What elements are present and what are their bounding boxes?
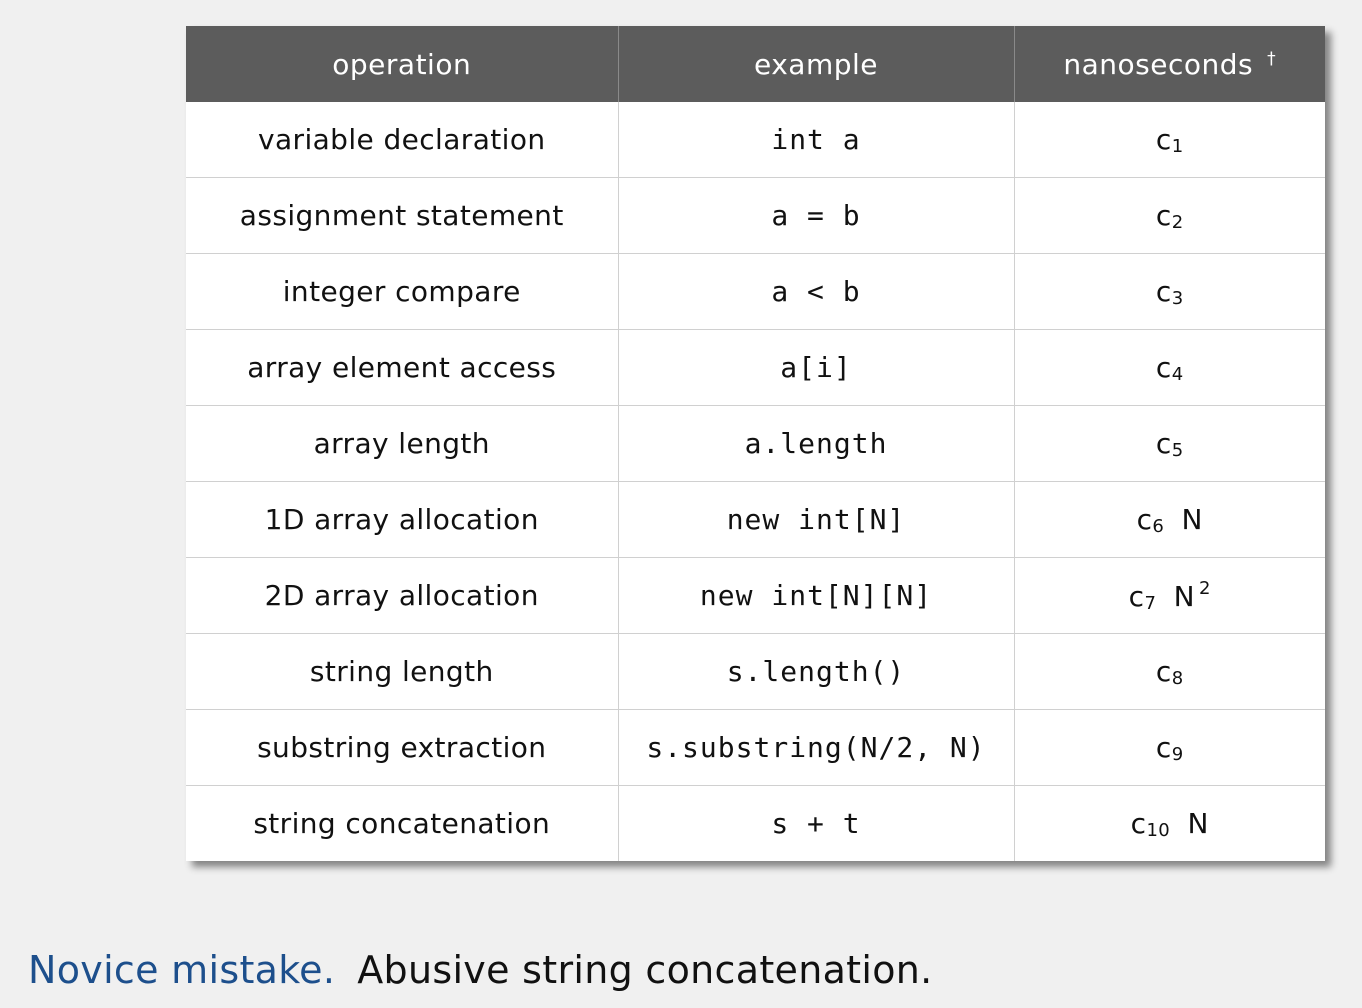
table-body <box>186 102 1325 861</box>
cell-nanoseconds <box>1014 634 1325 710</box>
cell-nanoseconds <box>1014 102 1325 178</box>
table-row <box>186 558 1325 634</box>
cell-operation: string length <box>186 634 618 710</box>
cell-nanoseconds <box>1014 710 1325 786</box>
cost-constant-index: 9 <box>1171 743 1184 765</box>
header-nanoseconds <box>1014 26 1325 102</box>
table-row <box>186 634 1325 710</box>
cost-constant-index: 10 <box>1146 819 1171 841</box>
cell-example: new int[N] <box>618 482 1014 558</box>
cost-constant-index: 6 <box>1152 515 1165 537</box>
cell-example: s.length() <box>618 634 1014 710</box>
table-row <box>186 482 1325 558</box>
cost-n: N <box>1181 502 1203 536</box>
footnote-dagger: † <box>1267 48 1277 69</box>
cost-constant: c <box>1130 806 1147 840</box>
cost-constant: c <box>1155 274 1172 308</box>
cost-constant-index: 1 <box>1171 135 1184 157</box>
cell-example: new int[N][N] <box>618 558 1014 634</box>
table-row <box>186 254 1325 330</box>
cell-nanoseconds <box>1014 558 1325 634</box>
cell-operation: 2D array allocation <box>186 558 618 634</box>
cost-constant: c <box>1155 198 1172 232</box>
cost-constant: c <box>1155 350 1172 384</box>
cell-operation: assignment statement <box>186 178 618 254</box>
cell-example: a.length <box>618 406 1014 482</box>
footer-text: Abusive string concatenation. <box>357 948 933 992</box>
cell-nanoseconds <box>1014 178 1325 254</box>
cost-constant: c <box>1155 730 1172 764</box>
cell-operation: 1D array allocation <box>186 482 618 558</box>
cell-example: a = b <box>618 178 1014 254</box>
cost-constant-index: 2 <box>1171 211 1184 233</box>
cell-nanoseconds <box>1014 406 1325 482</box>
cost-constant: c <box>1155 426 1172 460</box>
cost-constant: c <box>1136 502 1153 536</box>
cell-nanoseconds <box>1014 786 1325 862</box>
cell-example: s.substring(N/2, N) <box>618 710 1014 786</box>
cell-operation: string concatenation <box>186 786 618 862</box>
header-nanoseconds-label: nanoseconds <box>1063 47 1254 81</box>
cost-n: N <box>1187 806 1209 840</box>
cost-constant-index: 8 <box>1171 667 1184 689</box>
cell-operation: array length <box>186 406 618 482</box>
cost-table <box>186 26 1325 861</box>
table-row <box>186 710 1325 786</box>
cost-constant: c <box>1155 122 1172 156</box>
cost-constant-index: 4 <box>1171 363 1184 385</box>
header-operation: operation <box>186 26 618 102</box>
table-row <box>186 406 1325 482</box>
cell-operation: array element access <box>186 330 618 406</box>
cell-nanoseconds <box>1014 330 1325 406</box>
table-row <box>186 102 1325 178</box>
table-row <box>186 786 1325 862</box>
footer-label: Novice mistake. <box>28 948 336 992</box>
cost-constant: c <box>1155 654 1172 688</box>
footer-line <box>28 948 933 992</box>
cell-nanoseconds <box>1014 482 1325 558</box>
cell-example: a[i] <box>618 330 1014 406</box>
header-example: example <box>618 26 1014 102</box>
table-row <box>186 330 1325 406</box>
cost-n-exponent: 2 <box>1198 577 1211 599</box>
cost-constant-index: 7 <box>1144 592 1157 614</box>
cell-nanoseconds <box>1014 254 1325 330</box>
cost-table-container <box>186 26 1325 861</box>
cell-example: a < b <box>618 254 1014 330</box>
cost-constant-index: 3 <box>1171 287 1184 309</box>
cost-constant: c <box>1128 579 1145 613</box>
cell-operation: integer compare <box>186 254 618 330</box>
table-row <box>186 178 1325 254</box>
cost-n: N <box>1173 579 1195 613</box>
cost-constant-index: 5 <box>1171 439 1184 461</box>
cell-example: s + t <box>618 786 1014 862</box>
cell-operation: substring extraction <box>186 710 618 786</box>
cell-operation: variable declaration <box>186 102 618 178</box>
table-header-row <box>186 26 1325 102</box>
cell-example: int a <box>618 102 1014 178</box>
